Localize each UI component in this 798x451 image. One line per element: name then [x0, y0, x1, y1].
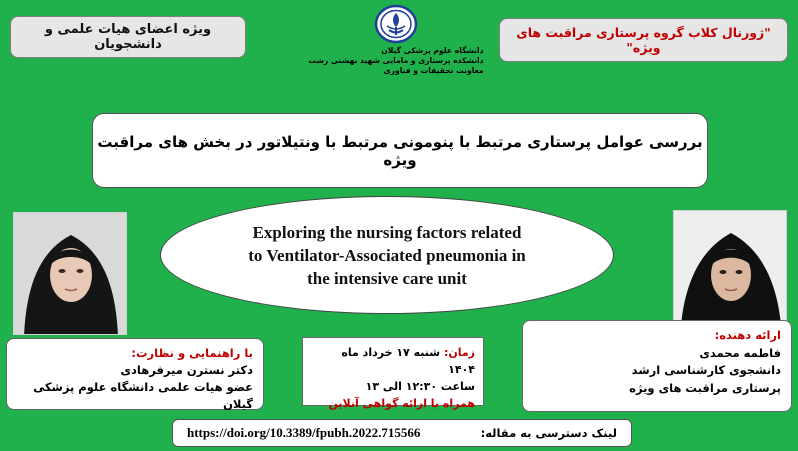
- presenter-photo: [673, 210, 787, 338]
- presenter-box: [522, 320, 792, 412]
- doi-label: لینک دسترسی به مقاله:: [480, 426, 617, 440]
- certificate-note: همراه با ارائه گواهی آنلاین: [328, 397, 475, 410]
- supervisor-heading: با راهنمایی و نظارت:: [131, 346, 253, 360]
- english-title-ellipse: [160, 196, 614, 314]
- schedule-time: ساعت ۱۲:۳۰ الی ۱۳: [365, 380, 475, 393]
- audience-banner-text: ویژه اعضای هیات علمی و دانشجویان: [44, 22, 212, 52]
- event-banner: [499, 18, 788, 62]
- audience-banner: [10, 16, 246, 58]
- supervisor-photo: [13, 212, 127, 335]
- english-title-line: Exploring the nursing factors related: [252, 222, 522, 242]
- university-emblem-icon: [374, 4, 418, 44]
- doi-link[interactable]: https://doi.org/10.3389/fpubh.2022.715566: [187, 425, 421, 440]
- english-title-line: to Ventilator-Associated pneumonia in: [248, 245, 526, 265]
- schedule-label: زمان:: [443, 346, 475, 359]
- schedule-box: [302, 337, 484, 410]
- institution-line: دانشکده پرستاری و مامایی شهید بهشتی رشت: [308, 56, 484, 65]
- supervisor-box: [6, 338, 264, 410]
- presenter-heading: ارائه دهنده:: [714, 328, 781, 342]
- doi-bar: [172, 419, 632, 447]
- supervisor-portrait-icon: [14, 213, 127, 335]
- english-title-line: the intensive care unit: [307, 268, 467, 288]
- institution-line: دانشگاه علوم پزشکی گیلان: [381, 46, 484, 55]
- institution-logo-block: [296, 4, 496, 86]
- presenter-portrait-icon: [674, 211, 787, 338]
- presenter-name: فاطمه محمدی: [699, 345, 781, 360]
- institution-line: معاونت تحقیقات و فناوری: [383, 66, 484, 75]
- event-banner-text: "ژورنال کلاب گروه پرستاری مراقبت های ویژه": [516, 25, 771, 55]
- supervisor-affiliation: عضو هیات علمی دانشگاه علوم پزشکی گیلان: [33, 380, 253, 411]
- supervisor-name: دکتر نسترن میرفرهادی: [120, 363, 253, 377]
- presenter-field: پرستاری مراقبت های ویژه: [629, 380, 781, 395]
- institution-lines: [308, 46, 483, 76]
- persian-title: بررسی عوامل پرستاری مرتبط با پنومونی مرتبط با ونتیلاتور در بخش های مراقبت ویژه: [97, 132, 703, 169]
- presenter-degree: دانشجوی کارشناسی ارشد: [631, 363, 781, 377]
- schedule-date: شنبه ۱۷ خرداد ماه ۱۴۰۴: [341, 346, 475, 376]
- persian-title-box: [92, 113, 708, 188]
